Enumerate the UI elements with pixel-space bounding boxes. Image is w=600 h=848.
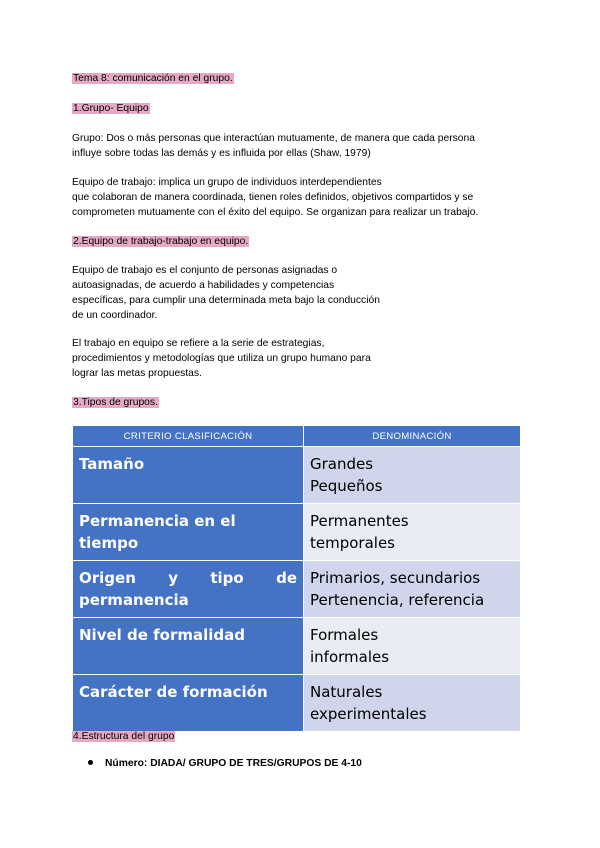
table-row <box>73 618 521 675</box>
denominacion-line: experimentales <box>310 705 427 723</box>
section-heading-tipos <box>72 395 159 410</box>
section-heading-grupo-equipo <box>72 101 150 116</box>
table-row <box>73 504 521 561</box>
paragraph-line: El trabajo en equipo se refiere a la serie de estrategias, <box>72 338 325 349</box>
paragraph-equipo <box>72 175 478 220</box>
heading-highlight: 2.Equipo de trabajo-trabajo en equipo. <box>73 236 249 247</box>
denominacion-cell <box>304 675 521 732</box>
criterio-cell: Nivel de formalidad <box>73 618 304 675</box>
criterio-cell: Permanencia en el tiempo <box>73 504 304 561</box>
section-heading-estructura <box>72 729 175 744</box>
bullet-item-numero <box>88 758 362 769</box>
table-header-criterio: CRITERIO CLASIFICACIÓN <box>73 426 304 447</box>
table-row <box>73 561 521 618</box>
denominacion-line: Grandes <box>310 455 374 473</box>
paragraph-line: que colaboran de manera coordinada, tienen roles definidos, objetivos compartidos y se <box>72 192 474 203</box>
denominacion-cell <box>304 618 521 675</box>
criterio-cell: Carácter de formación <box>73 675 304 732</box>
denominacion-line: Primarios, secundarios <box>310 569 481 587</box>
paragraph-line: Grupo: Dos o más personas que interactúan mutuamente, de manera que cada persona <box>72 133 475 144</box>
heading-highlight: 1.Grupo- Equipo <box>73 103 149 114</box>
paragraph-line: comprometen mutuamente con el éxito del equipo. Se organizan para realizar un trabajo. <box>72 207 479 218</box>
paragraph-grupo <box>72 131 475 161</box>
criterio-cell: Origen y tipo de permanencia <box>73 561 304 618</box>
paragraph-line: de un coordinador. <box>72 310 158 321</box>
heading-highlight: 4.Estructura del grupo <box>73 731 175 742</box>
table-row <box>73 675 521 732</box>
section-heading-equipo-trabajo <box>72 234 249 249</box>
section-heading-tema <box>72 71 234 86</box>
denominacion-line: Pertenencia, referencia <box>310 591 485 609</box>
table-row <box>73 447 521 504</box>
denominacion-line: Naturales <box>310 683 383 701</box>
paragraph-line: autoasignadas, de acuerdo a habilidades y competencias <box>72 280 335 291</box>
denominacion-cell <box>304 447 521 504</box>
paragraph-line: Equipo de trabajo es el conjunto de personas asignadas o <box>72 265 338 276</box>
denominacion-cell <box>304 504 521 561</box>
denominacion-line: Permanentes <box>310 512 409 530</box>
criterio-cell: Tamaño <box>73 447 304 504</box>
paragraph-line: influye sobre todas las demás y es influida por ellas (Shaw, 1979) <box>72 148 371 159</box>
denominacion-line: temporales <box>310 534 395 552</box>
group-types-table <box>72 425 521 732</box>
paragraph-line: específicas, para cumplir una determinada meta bajo la conducción <box>72 295 380 306</box>
denominacion-line: Formales <box>310 626 379 644</box>
bullet-text: Número: DIADA/ GRUPO DE TRES/GRUPOS DE 4-10 <box>105 758 362 769</box>
heading-highlight: Tema 8: comunicación en el grupo. <box>73 73 233 84</box>
paragraph-trabajo-equipo <box>72 336 371 381</box>
paragraph-equipo-trabajo <box>72 263 380 323</box>
denominacion-cell <box>304 561 521 618</box>
denominacion-line: informales <box>310 648 390 666</box>
bullet-dot-icon <box>88 760 93 765</box>
paragraph-line: Equipo de trabajo: implica un grupo de individuos interdependientes <box>72 177 382 188</box>
table-header-row <box>73 426 521 447</box>
heading-highlight: 3.Tipos de grupos. <box>73 397 158 408</box>
denominacion-line: Pequeños <box>310 477 383 495</box>
table-header-denominacion: DENOMINACIÓN <box>304 426 521 447</box>
paragraph-line: lograr las metas propuestas. <box>72 368 202 379</box>
paragraph-line: procedimientos y metodologías que utiliza un grupo humano para <box>72 353 371 364</box>
